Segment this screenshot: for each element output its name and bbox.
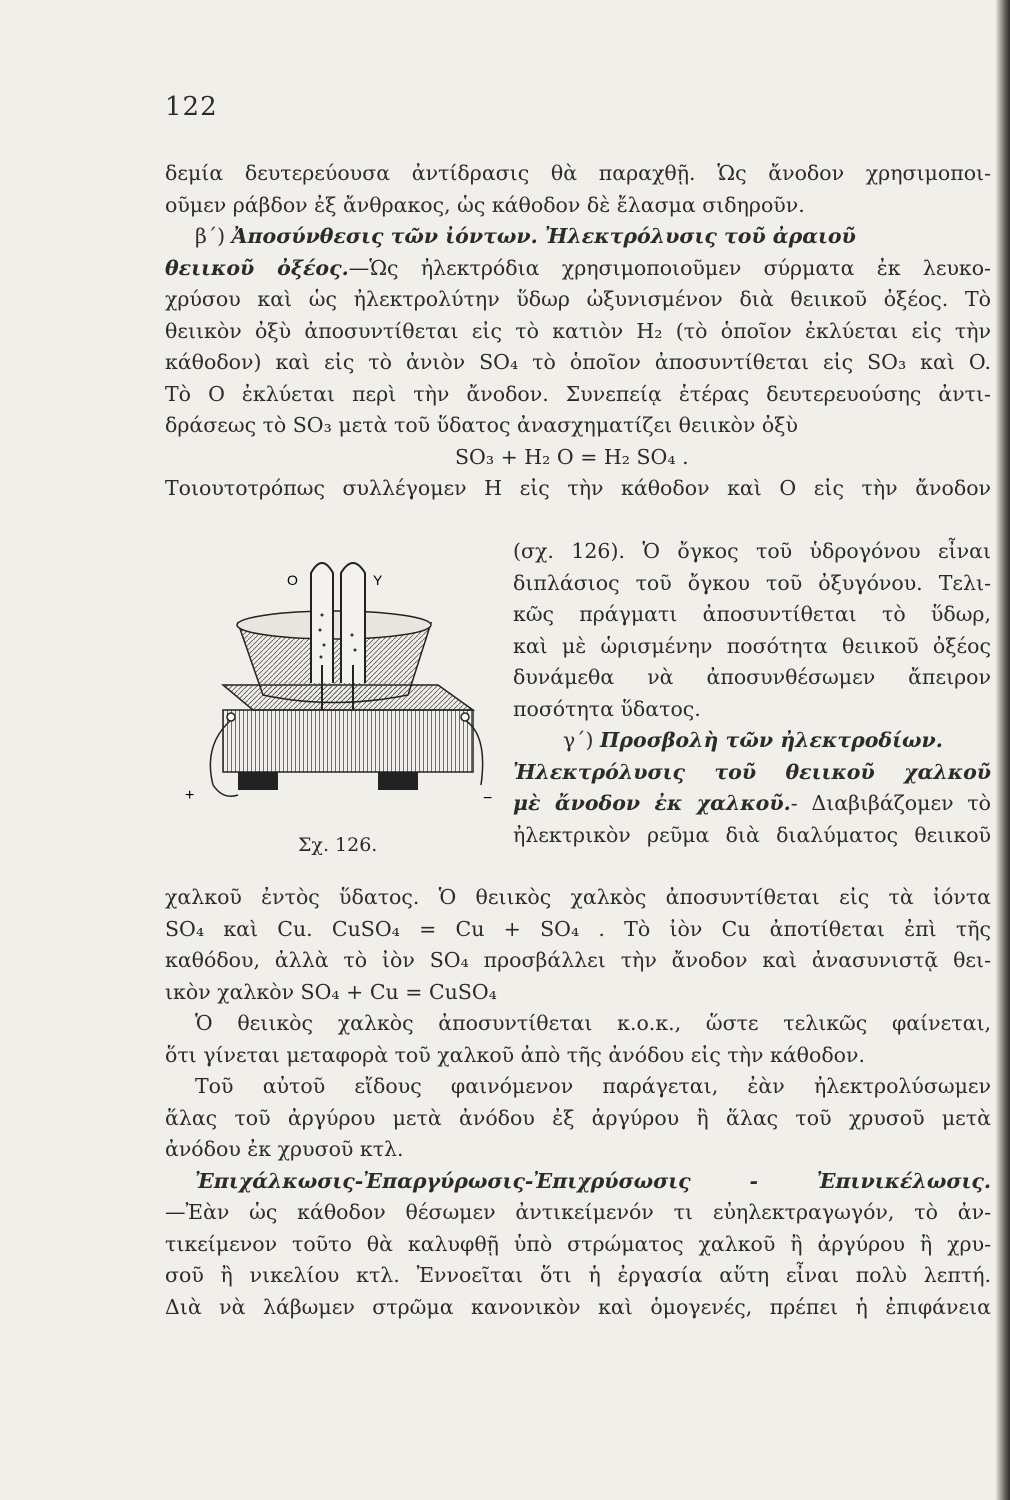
- text-line: ικὸν χαλκὸν SO₄ + Cu = CuSO₄: [165, 979, 497, 1004]
- equation: SO₃ + H₂ O = H₂ SO₄ .: [455, 444, 689, 469]
- section-c-marker: γ΄): [563, 728, 594, 752]
- section-c-line-3: [513, 788, 991, 820]
- text-line: χρύσου καὶ ὡς ἠλεκτρολύτην ὕδωρ ὠξυνισμένον διὰ θειικοῦ ὀξέος. Τὸ: [165, 287, 991, 311]
- section-c-heading-line: [513, 725, 991, 757]
- text-line: Διὰ νὰ λάβωμεν στρῶμα κανονικὸν καὶ ὁμογενές, πρέπει ἡ ἐπιφάνεια: [165, 1294, 991, 1319]
- text-line: χαλκοῦ ἐντὸς ὕδατος. Ὁ θειικὸς χαλκὸς ἀποσυντίθεται εἰς τὰ ἰόντα: [165, 885, 991, 909]
- text-line: Ὁ θειικὸς χαλκὸς ἀποσυντίθεται κ.ο.κ., ὥστε τελικῶς φαίνεται,: [195, 1011, 991, 1035]
- text-line: θειικὸν ὀξὺ ἀποσυντίθεται εἰς τὸ κατιὸν H₂ (τὸ ὁποῖον ἐκλύεται εἰς τὴν: [165, 318, 991, 343]
- text-line: οῦμεν ράβδον ἐξ ἄνθρακος, ὡς κάθοδον δὲ ἔλασμα σιδηροῦν.: [165, 192, 805, 217]
- lower-text-block: [165, 882, 991, 1323]
- section-b-line-2: [165, 253, 991, 285]
- text-line: διπλάσιος τοῦ ὄγκου τοῦ ὀξυγόνου. Τελι-: [513, 570, 991, 595]
- label-o: O: [287, 572, 298, 588]
- label-minus: −: [483, 790, 493, 807]
- text-line: κάθοδον) καὶ εἰς τὸ ἀνιὸν SO₄ τὸ ὁποῖον ἀποσυντίθεται εἰς SO₃ καὶ O.: [165, 350, 991, 374]
- section-b-heading-line: [165, 221, 991, 253]
- text-span: —Ὡς ἠλεκτρόδια χρησιμοποιοῦμεν σύρματα ἐκ λευκο-: [348, 255, 991, 280]
- text-line: σοῦ ἢ νικελίου κτλ. Ἐννοεῖται ὅτι ἡ ἐργασία αὕτη εἶναι πολὺ λεπτή.: [165, 1263, 991, 1287]
- text-line: ὅτι γίνεται μεταφορὰ τοῦ χαλκοῦ ἀπὸ τῆς ἀνόδου εἰς τὴν κάθοδον.: [165, 1042, 866, 1067]
- page-number: 122: [165, 92, 218, 122]
- text-line: Τὸ O ἐκλύεται περὶ τὴν ἄνοδον. Συνεπείᾳ ἑτέρας δευτερευούσης ἀντι-: [165, 381, 991, 406]
- text-line: ποσότητα ὕδατος.: [513, 696, 701, 721]
- text-line: ἅλας τοῦ ἀργύρου μετὰ ἀνόδου ἐξ ἀργύρου ἢ ἅλας τοῦ χρυσοῦ μετὰ: [165, 1105, 991, 1130]
- text-line: κῶς πράγματι ἀποσυντίθεται τὸ ὕδωρ,: [513, 602, 991, 626]
- text-line: ἀνόδου ἐκ χρυσοῦ κτλ.: [165, 1137, 404, 1161]
- page-edge-shadow: [996, 0, 1010, 1500]
- text-line: Τοιουτοτρόπως συλλέγομεν H εἰς τὴν κάθοδον καὶ O εἰς τὴν ἄνοδον: [165, 476, 991, 500]
- text-line: Τοῦ αὐτοῦ εἴδους φαινόμενον παράγεται, ἐὰν ἠλεκτρολύσωμεν: [195, 1074, 991, 1098]
- text-line: SO₄ καὶ Cu. CuSO₄ = Cu + SO₄ . Τὸ ἰὸν Cu ἀποτίθεται ἐπὶ τῆς: [165, 916, 991, 941]
- section-b-heading-cont: θειικοῦ ὀξέος.: [165, 255, 349, 280]
- text-line: τικείμενον τοῦτο θὰ καλυφθῇ ὑπὸ στρώματος χαλκοῦ ἢ ἀργύρου ἢ χρυ-: [165, 1231, 991, 1256]
- text-line: δυνάμεθα νὰ ἀποσυνθέσωμεν ἄπειρον: [513, 665, 991, 689]
- upper-text-block: [165, 158, 991, 505]
- label-plus: +: [185, 787, 195, 804]
- text-line: καθόδου, ἀλλὰ τὸ ἰὸν SO₄ προσβάλλει τὴν ἄνοδον καὶ ἀνασυνιστᾷ θει-: [165, 948, 991, 972]
- right-column-text: [513, 536, 991, 851]
- section-c-heading-end: μὲ ἄνοδον ἐκ χαλκοῦ.: [513, 791, 791, 815]
- voltameter-illustration: [183, 545, 493, 815]
- section-b-heading: Ἀποσύνθεσις τῶν ἰόντων. Ἠλεκτρόλυσις τοῦ ἀραιοῦ: [231, 224, 856, 248]
- label-y: Y: [373, 572, 383, 588]
- text-line: δεμία δευτερεύουσα ἀντίδρασις θὰ παραχθῇ. Ὡς ἄνοδον χρησιμοποι-: [165, 161, 991, 185]
- section-c-heading: Προσβολὴ τῶν ἠλεκτροδίων.: [600, 728, 943, 752]
- figure-caption: Σχ. 126.: [298, 834, 378, 856]
- text-span: - Διαβιβάζομεν τὸ: [790, 791, 991, 815]
- section-b-marker: β΄): [195, 224, 226, 248]
- text-line: δράσεως τὸ SO₃ μετὰ τοῦ ὕδατος ἀνασχηματίζει θειικὸν ὀξὺ: [165, 413, 798, 437]
- section-c-heading-cont: Ἠλεκτρόλυσις τοῦ θειικοῦ χαλκοῦ: [513, 759, 991, 784]
- text-line: καὶ μὲ ὡρισμένην ποσότητα θειικοῦ ὀξέος: [513, 633, 991, 658]
- text-line: (σχ. 126). Ὁ ὄγκος τοῦ ὑδρογόνου εἶναι: [513, 539, 991, 563]
- electrolysis-apparatus-figure: [183, 545, 493, 815]
- section-d-heading: Ἐπιχάλκωσις-Ἐπαργύρωσις-Ἐπιχρύσωσις - Ἐπινικέλωσις.: [195, 1168, 991, 1193]
- text-line: —Ἐὰν ὡς κάθοδον θέσωμεν ἀντικείμενόν τι εὐηλεκτραγωγόν, τὸ ἀν-: [165, 1200, 991, 1224]
- text-line: ἠλεκτρικὸν ρεῦμα διὰ διαλύματος θειικοῦ: [513, 822, 991, 847]
